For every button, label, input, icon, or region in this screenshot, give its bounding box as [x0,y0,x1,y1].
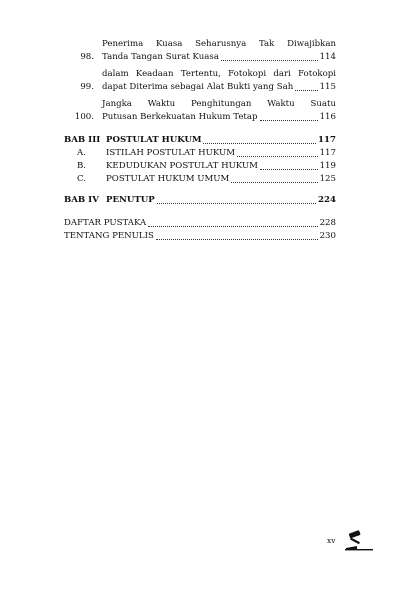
toc-chapter-bab-iii[interactable] [64,134,336,147]
toc-page-number: 115 [319,82,336,92]
toc-tentang-penulis[interactable] [64,230,336,243]
dot-leader [148,226,317,227]
toc-daftar-pustaka[interactable] [64,217,336,230]
toc-page-number: 125 [319,174,336,184]
toc-item-title-line1: dalam Keadaan Tertentu, Fotokopi dari Fotokopi [102,69,336,79]
chapter-label: BAB III [64,135,101,145]
dot-leader [203,143,316,144]
section-letter: C. [76,174,86,184]
dot-leader [157,203,316,204]
toc-item-98[interactable] [64,38,336,64]
dot-leader [237,156,318,157]
toc-page-number: 114 [319,52,336,62]
toc-section-a[interactable] [64,147,336,160]
toc-item-title-line1: Jangka Waktu Penghitungan Waktu Suatu [102,99,336,109]
chapter-label: BAB IV [64,195,99,205]
section-title: POSTULAT HUKUM UMUM [106,174,230,184]
dot-leader [221,60,318,61]
page-number-roman: xv [327,536,336,545]
toc-item-title-line2: dapat Diterima sebagai Alat Bukti yang Sah [102,82,294,92]
toc-item-number: 99. [80,82,94,92]
toc-page-number: 116 [319,112,336,122]
toc-item-title-line2: Tanda Tangan Surat Kuasa [102,52,219,62]
dot-leader [156,239,318,240]
section-letter: A. [77,148,86,158]
toc-item-title-line1: Penerima Kuasa Seharusnya Tak Diwajibkan [102,39,336,49]
table-of-contents [64,38,336,243]
section-title: KEDUDUKAN POSTULAT HUKUM [106,161,258,171]
dot-leader [231,182,317,183]
toc-page-number: 117 [318,135,336,145]
toc-page-number: 230 [319,231,336,241]
section-title: ISTILAH POSTULAT HUKUM [106,148,236,158]
chapter-title: POSTULAT HUKUM [106,135,202,145]
gavel-icon [343,530,375,552]
toc-page-number: 228 [319,218,336,228]
toc-section-b[interactable] [64,160,336,173]
dot-leader [260,169,318,170]
toc-item-100[interactable] [64,98,336,124]
chapter-title: PENUTUP [106,195,155,205]
toc-page-number: 224 [318,195,336,205]
dot-leader [260,120,318,121]
toc-section-c[interactable] [64,173,336,186]
toc-page-number: 117 [319,148,336,158]
toc-page-number: 119 [319,161,336,171]
entry-title: DAFTAR PUSTAKA [64,218,147,228]
dot-leader [295,90,317,91]
toc-item-99[interactable] [64,68,336,94]
section-letter: B. [76,161,86,171]
toc-item-number: 98. [80,52,94,62]
toc-chapter-bab-iv[interactable] [64,194,336,207]
toc-item-title-line2: Putusan Berkekuatan Hukum Tetap [102,112,258,122]
toc-item-number: 100. [74,112,94,122]
entry-title: TENTANG PENULIS [64,231,154,241]
